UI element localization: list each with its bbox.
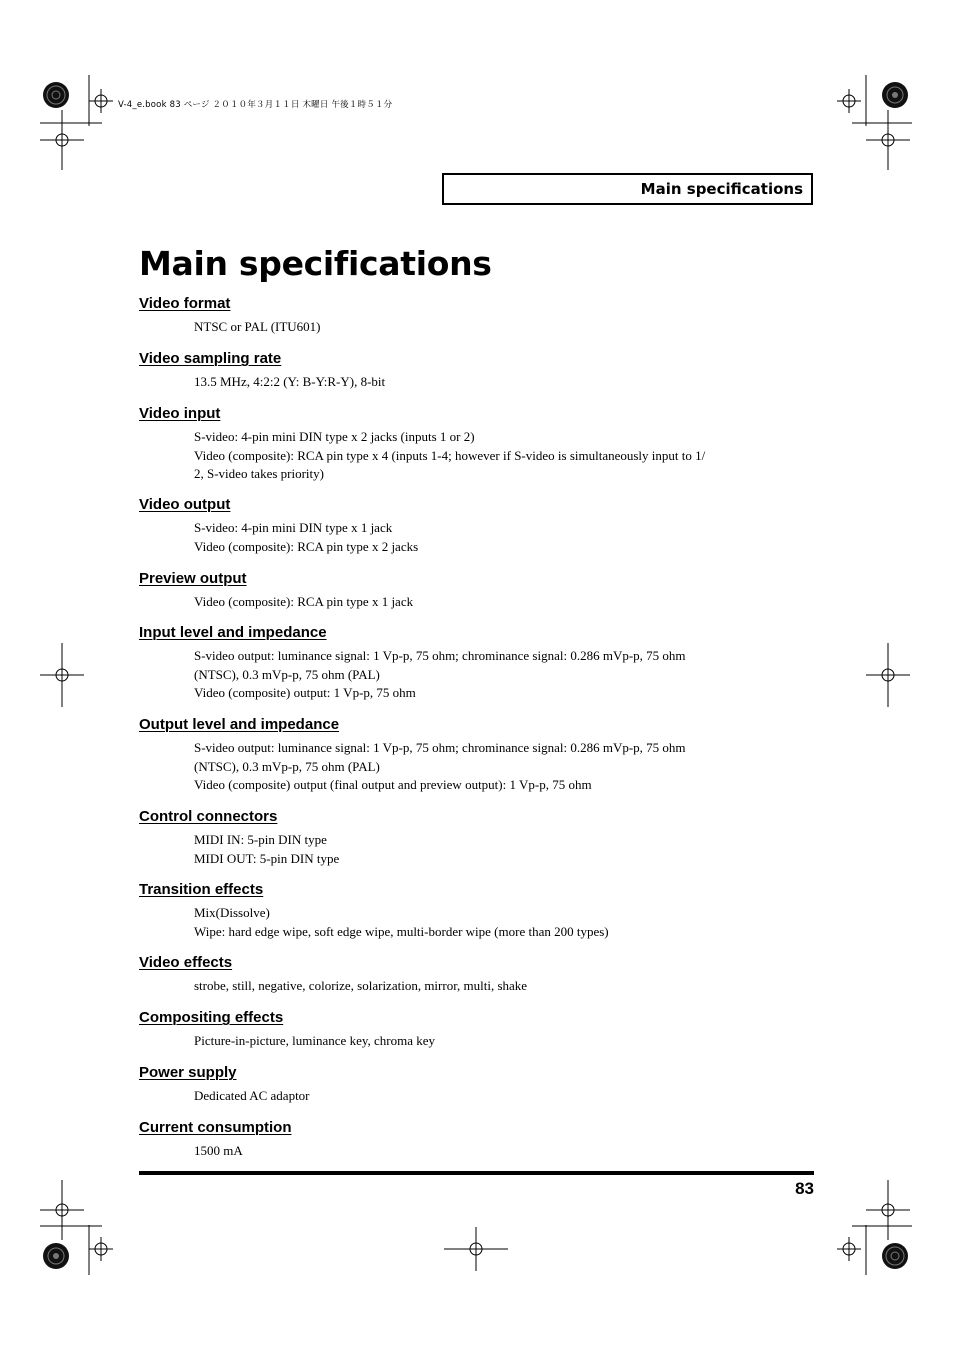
spec-heading: Video output bbox=[139, 496, 231, 513]
spec-heading: Output level and impedance bbox=[139, 716, 340, 733]
spec-line: Dedicated AC adaptor bbox=[194, 1088, 310, 1103]
spec-body bbox=[194, 1142, 764, 1161]
running-header-label: Main specifications bbox=[640, 180, 803, 198]
spec-line: Video (composite) output: 1 Vp-p, 75 ohm bbox=[194, 685, 416, 701]
spec-heading: Video format bbox=[139, 295, 231, 312]
spec-section-video-effects bbox=[139, 954, 779, 996]
spec-body bbox=[194, 977, 764, 996]
spec-heading: Transition effects bbox=[139, 881, 264, 898]
running-header bbox=[442, 173, 813, 205]
spec-line: Video (composite): RCA pin type x 1 jack bbox=[194, 594, 414, 609]
spec-section-video-output bbox=[139, 496, 779, 556]
spec-body bbox=[194, 739, 764, 795]
spec-body bbox=[194, 831, 764, 868]
spec-body bbox=[194, 1032, 764, 1051]
spec-line: S-video: 4-pin mini DIN type x 2 jacks (inputs 1 or 2) bbox=[194, 429, 475, 444]
spec-section-current-consumption bbox=[139, 1119, 779, 1161]
spec-line: Mix(Dissolve) bbox=[194, 905, 270, 920]
page-number: 83 bbox=[795, 1179, 814, 1198]
print-slug: V-4_e.book 83 ページ ２０１０年３月１１日 木曜日 午後１時５１分 bbox=[118, 100, 393, 110]
spec-section-video-sampling-rate bbox=[139, 350, 779, 392]
spec-line: S-video output: luminance signal: 1 Vp-p, 75 ohm; chrominance signal: 0.286 mVp-p, 75 ohm bbox=[194, 740, 686, 755]
spec-line: strobe, still, negative, colorize, solarization, mirror, multi, shake bbox=[194, 978, 528, 993]
page-title: Main specifications bbox=[139, 244, 492, 283]
spec-heading: Current consumption bbox=[139, 1119, 292, 1136]
spec-body bbox=[194, 318, 764, 337]
spec-body bbox=[194, 593, 764, 612]
spec-heading: Preview output bbox=[139, 570, 247, 587]
spec-line: 1500 mA bbox=[194, 1143, 243, 1158]
spec-line: Video (composite) output (final output and preview output): 1 Vp-p, 75 ohm bbox=[194, 777, 592, 793]
spec-line: Wipe: hard edge wipe, soft edge wipe, multi-border wipe (more than 200 types) bbox=[194, 923, 609, 939]
spec-section-preview-output bbox=[139, 570, 779, 612]
spec-line: (NTSC), 0.3 mVp-p, 75 ohm (PAL) bbox=[194, 758, 380, 774]
spec-line: 13.5 MHz, 4:2:2 (Y: B-Y:R-Y), 8-bit bbox=[194, 374, 386, 389]
spec-heading: Video sampling rate bbox=[139, 350, 282, 367]
spec-line: Picture-in-picture, luminance key, chroma key bbox=[194, 1033, 436, 1048]
spec-heading: Power supply bbox=[139, 1064, 237, 1081]
spec-line: S-video output: luminance signal: 1 Vp-p, 75 ohm; chrominance signal: 0.286 mVp-p, 75 ohm bbox=[194, 648, 686, 663]
spec-body bbox=[194, 904, 764, 941]
spec-line: Video (composite): RCA pin type x 2 jacks bbox=[194, 538, 419, 554]
spec-section-control-connectors bbox=[139, 808, 779, 868]
spec-heading: Video input bbox=[139, 405, 221, 422]
spec-line: MIDI IN: 5-pin DIN type bbox=[194, 832, 327, 847]
spec-line: 2, S-video takes priority) bbox=[194, 466, 324, 482]
spec-heading: Video effects bbox=[139, 954, 233, 971]
spec-body bbox=[194, 1087, 764, 1106]
spec-line: NTSC or PAL (ITU601) bbox=[194, 319, 321, 334]
spec-line: MIDI OUT: 5-pin DIN type bbox=[194, 850, 340, 866]
spec-heading: Input level and impedance bbox=[139, 624, 327, 641]
spec-body bbox=[194, 647, 764, 703]
spec-section-transition-effects bbox=[139, 881, 779, 941]
spec-section-video-input bbox=[139, 405, 779, 484]
spec-section-power-supply bbox=[139, 1064, 779, 1106]
spec-body bbox=[194, 519, 764, 556]
footer-rule bbox=[139, 1171, 814, 1175]
spec-section-video-format bbox=[139, 295, 779, 337]
spec-body bbox=[194, 373, 764, 392]
spec-section-input-level bbox=[139, 624, 779, 703]
spec-section-output-level bbox=[139, 716, 779, 795]
spec-line: (NTSC), 0.3 mVp-p, 75 ohm (PAL) bbox=[194, 666, 380, 682]
spec-heading: Compositing effects bbox=[139, 1009, 284, 1026]
spec-section-compositing-effects bbox=[139, 1009, 779, 1051]
spec-heading: Control connectors bbox=[139, 808, 278, 825]
spec-body bbox=[194, 428, 764, 484]
spec-line: S-video: 4-pin mini DIN type x 1 jack bbox=[194, 520, 393, 535]
spec-line: Video (composite): RCA pin type x 4 (inputs 1-4; however if S-video is simultaneously input to 1/ bbox=[194, 447, 706, 463]
